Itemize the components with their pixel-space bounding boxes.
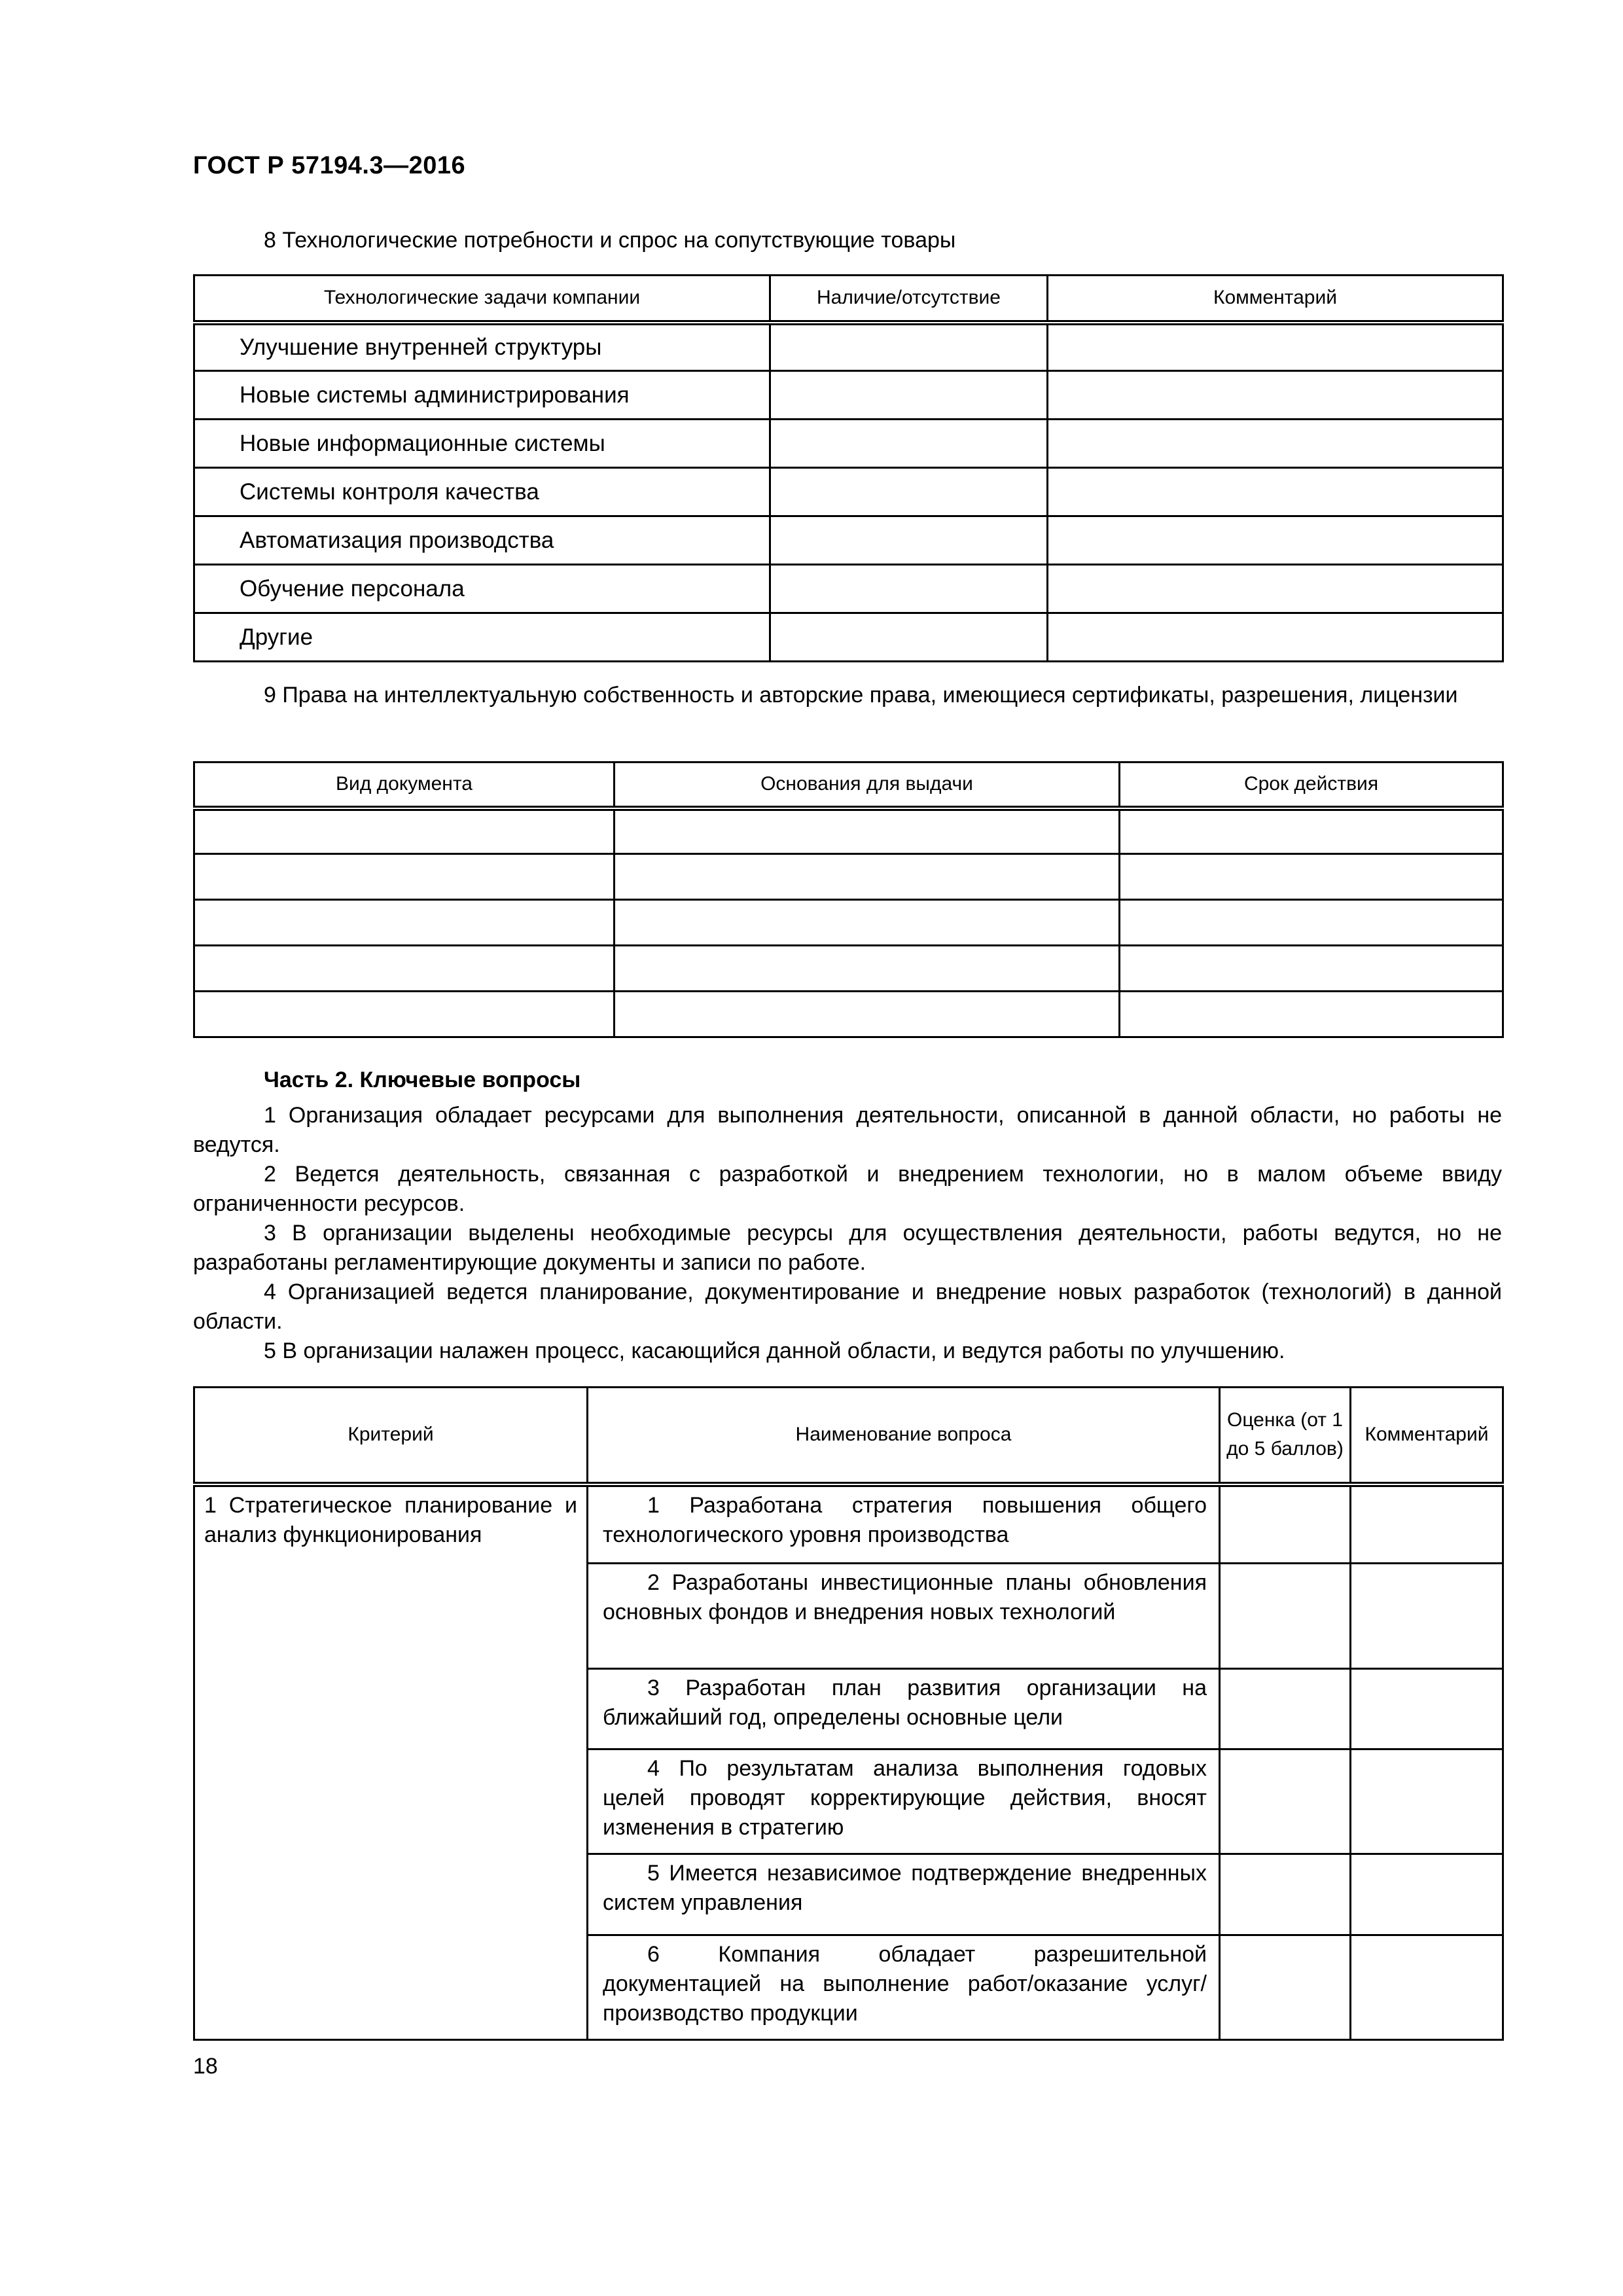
- question-text: 2 Разработаны инвестиционные планы обновления основных фондов и внедрения новых технологий: [603, 1570, 1207, 1624]
- comment-cell[interactable]: [1048, 613, 1503, 662]
- question-text: 3 Разработан план развития организации на ближайший год, определены основные цели: [603, 1676, 1207, 1730]
- col-header-comment: Комментарий: [1048, 276, 1503, 323]
- comment-cell[interactable]: [1048, 516, 1503, 565]
- presence-cell[interactable]: [770, 516, 1048, 565]
- question-text: 4 По результатам анализа выполнения годовых целей проводят корректирующие действия, вносят изменения в стратегию: [603, 1756, 1207, 1840]
- presence-cell[interactable]: [770, 565, 1048, 613]
- comment-cell[interactable]: [1048, 323, 1503, 371]
- comment-cell[interactable]: [1048, 565, 1503, 613]
- table-row-label: Автоматизация производства: [194, 516, 770, 565]
- validity-cell[interactable]: [1120, 946, 1503, 992]
- score-cell[interactable]: [1220, 1484, 1351, 1564]
- key-questions-table: [193, 1386, 1504, 2041]
- col-header-doc-type: Вид документа: [194, 762, 615, 808]
- comment-cell[interactable]: [1048, 371, 1503, 420]
- col-header-grounds: Основания для выдачи: [615, 762, 1120, 808]
- col-header-question: Наименование вопроса: [588, 1388, 1220, 1484]
- score-cell[interactable]: [1220, 1669, 1351, 1749]
- validity-cell[interactable]: [1120, 854, 1503, 900]
- col-header-presence: Наличие/отсутствие: [770, 276, 1048, 323]
- comment-cell[interactable]: [1351, 1669, 1503, 1749]
- score-cell[interactable]: [1220, 1854, 1351, 1935]
- question-text: 6 Компания обладает разрешительной документацией на выполнение работ/оказание услуг/производство продукции: [603, 1942, 1207, 2026]
- levels-list: [193, 1101, 1502, 1366]
- doc-type-cell[interactable]: [194, 900, 615, 946]
- presence-cell[interactable]: [770, 468, 1048, 516]
- doc-type-cell[interactable]: [194, 992, 615, 1037]
- document-header: ГОСТ Р 57194.3—2016: [193, 152, 466, 179]
- presence-cell[interactable]: [770, 323, 1048, 371]
- table-row-label: Улучшение внутренней структуры: [194, 323, 770, 371]
- presence-cell[interactable]: [770, 371, 1048, 420]
- col-header-tasks: Технологические задачи компании: [194, 276, 770, 323]
- grounds-cell[interactable]: [615, 992, 1120, 1037]
- question-text: 1 Разработана стратегия повышения общего технологического уровня производства: [603, 1492, 1207, 1547]
- score-cell[interactable]: [1220, 1749, 1351, 1854]
- criterion-cell: 1 Стратегическое планирование и анализ функционирования: [194, 1484, 588, 2040]
- col-header-criterion: Критерий: [194, 1388, 588, 1484]
- col-header-validity: Срок действия: [1120, 762, 1503, 808]
- comment-cell[interactable]: [1351, 1564, 1503, 1669]
- part-2-title: Часть 2. Ключевые вопросы: [264, 1067, 581, 1092]
- comment-cell[interactable]: [1351, 1749, 1503, 1854]
- comment-cell[interactable]: [1351, 1854, 1503, 1935]
- question-cell: [588, 1749, 1220, 1854]
- col-header-score: Оценка (от 1 до 5 баллов): [1220, 1388, 1351, 1484]
- score-cell[interactable]: [1220, 1935, 1351, 2040]
- doc-type-cell[interactable]: [194, 946, 615, 992]
- grounds-cell[interactable]: [615, 946, 1120, 992]
- validity-cell[interactable]: [1120, 900, 1503, 946]
- validity-cell[interactable]: [1120, 992, 1503, 1037]
- grounds-cell[interactable]: [615, 808, 1120, 854]
- level-item: 4 Организацией ведется планирование, документирование и внедрение новых разработок (технологий) в данной области.: [193, 1280, 1502, 1334]
- question-cell: [588, 1564, 1220, 1669]
- table-row-label: Системы контроля качества: [194, 468, 770, 516]
- tech-needs-table: [193, 274, 1504, 662]
- question-cell: [588, 1935, 1220, 2040]
- table-row-label: Обучение персонала: [194, 565, 770, 613]
- col-header-comment: Комментарий: [1351, 1388, 1503, 1484]
- level-item: 5 В организации налажен процесс, касающийся данной области, и ведутся работы по улучшению.: [264, 1338, 1285, 1363]
- grounds-cell[interactable]: [615, 900, 1120, 946]
- level-item: 3 В организации выделены необходимые ресурсы для осуществления деятельности, работы ведутся, но не разработаны регламентирующие документы и записи по работе.: [193, 1221, 1502, 1275]
- level-item: 2 Ведется деятельность, связанная с разработкой и внедрением технологии, но в малом объеме ввиду ограниченности ресурсов.: [193, 1162, 1502, 1216]
- question-cell: [588, 1854, 1220, 1935]
- level-item: 1 Организация обладает ресурсами для выполнения деятельности, описанной в данной области, но работы не ведутся.: [193, 1103, 1502, 1157]
- table-row-label: Новые системы администрирования: [194, 371, 770, 420]
- section-9-heading: 9 Права на интеллектуальную собственность и авторские права, имеющиеся сертификаты, разрешения, лицензии: [264, 683, 1458, 708]
- doc-type-cell[interactable]: [194, 854, 615, 900]
- presence-cell[interactable]: [770, 613, 1048, 662]
- ip-rights-table: [193, 761, 1504, 1038]
- table-row-label: Новые информационные системы: [194, 420, 770, 468]
- table-row-label: Другие: [194, 613, 770, 662]
- page-number: 18: [193, 2054, 218, 2079]
- presence-cell[interactable]: [770, 420, 1048, 468]
- grounds-cell[interactable]: [615, 854, 1120, 900]
- validity-cell[interactable]: [1120, 808, 1503, 854]
- question-text: 5 Имеется независимое подтверждение внедренных систем управления: [603, 1861, 1207, 1915]
- question-cell: [588, 1669, 1220, 1749]
- comment-cell[interactable]: [1351, 1484, 1503, 1564]
- question-cell: [588, 1484, 1220, 1564]
- comment-cell[interactable]: [1048, 420, 1503, 468]
- score-cell[interactable]: [1220, 1564, 1351, 1669]
- comment-cell[interactable]: [1351, 1935, 1503, 2040]
- comment-cell[interactable]: [1048, 468, 1503, 516]
- doc-type-cell[interactable]: [194, 808, 615, 854]
- section-8-heading: 8 Технологические потребности и спрос на сопутствующие товары: [264, 228, 956, 253]
